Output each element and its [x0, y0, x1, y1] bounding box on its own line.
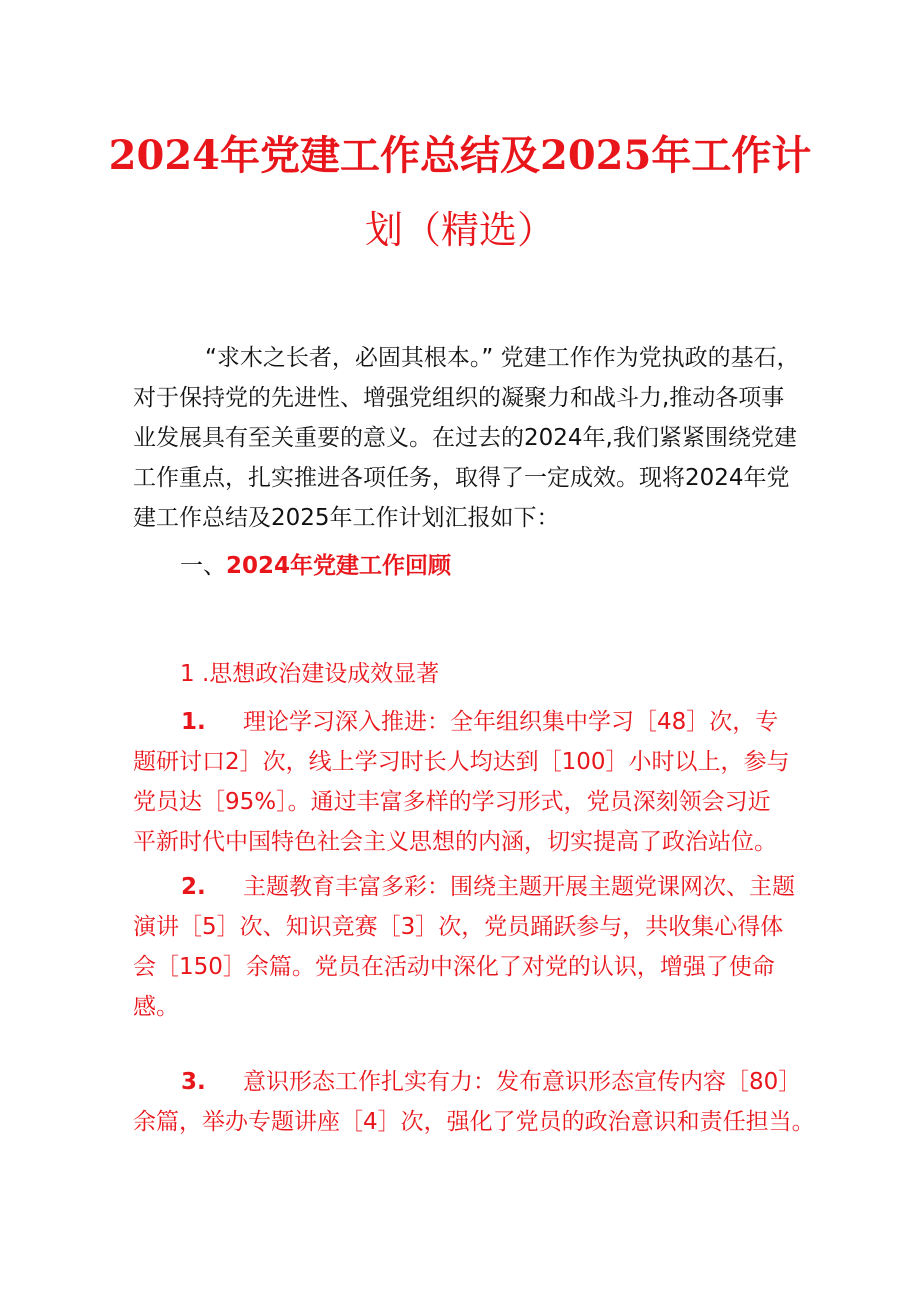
- document-title-line-2: 划（精选）: [364, 208, 555, 252]
- list-item-line: 1. 理论学习深入推进：全年组织集中学习［48］次，专: [133, 702, 803, 742]
- subsection-heading-1: 1 .思想政治建设成效显著: [180, 661, 440, 687]
- section-prefix: 一、: [180, 553, 226, 579]
- list-item: [133, 702, 803, 862]
- list-item-line: 感。: [133, 994, 179, 1020]
- list-item-line: 演讲［5］次、知识竞赛［3］次，党员踊跃参与，共收集心得体: [133, 914, 784, 940]
- section-title: 2024年党建工作回顾: [226, 553, 452, 579]
- section-heading-1: [180, 546, 451, 586]
- intro-line: “求木之长者，必固其根本。” 党建工作作为党执政的基石，: [205, 345, 800, 371]
- list-item-line: 党员达［95%］。通过丰富多样的学习形式，党员深刻领会习近: [133, 789, 771, 815]
- list-item-line: 平新时代中国特色社会主义思想的内涵，切实提高了政治站位。: [133, 829, 777, 855]
- intro-line: 业发展具有至关重要的意义。在过去的2024年,我们紧紧围绕党建: [133, 425, 797, 451]
- intro-line: 工作重点，扎实推进各项任务，取得了一定成效。现将2024年党: [133, 465, 790, 491]
- list-item: [133, 1062, 815, 1142]
- list-item: [133, 867, 803, 1027]
- list-item-line: 题研讨口2］次，线上学习时长人均达到［100］小时以上，参与: [133, 749, 790, 775]
- document-title-line-1: 2024年党建工作总结及2025年工作计: [108, 132, 812, 179]
- intro-line: 建工作总结及2025年工作计划汇报如下：: [133, 505, 560, 531]
- list-item-number: 2.: [181, 874, 206, 900]
- list-item-number: 1.: [181, 709, 206, 735]
- list-item-number: 3.: [181, 1069, 206, 1095]
- list-item-line: 3. 意识形态工作扎实有力：发布意识形态宣传内容［80］: [133, 1062, 803, 1102]
- intro-line: 对于保持党的先进性、增强党组织的凝聚力和战斗力,推动各项事: [133, 385, 785, 411]
- list-item-line: 会［150］余篇。党员在活动中深化了对党的认识，增强了使命: [133, 954, 775, 980]
- list-item-line: 余篇，举办专题讲座［4］次，强化了党员的政治意识和责任担当。: [133, 1109, 815, 1135]
- intro-paragraph: [133, 338, 803, 538]
- list-item-line: 2. 主题教育丰富多彩：围绕主题开展主题党课网次、主题: [133, 867, 803, 907]
